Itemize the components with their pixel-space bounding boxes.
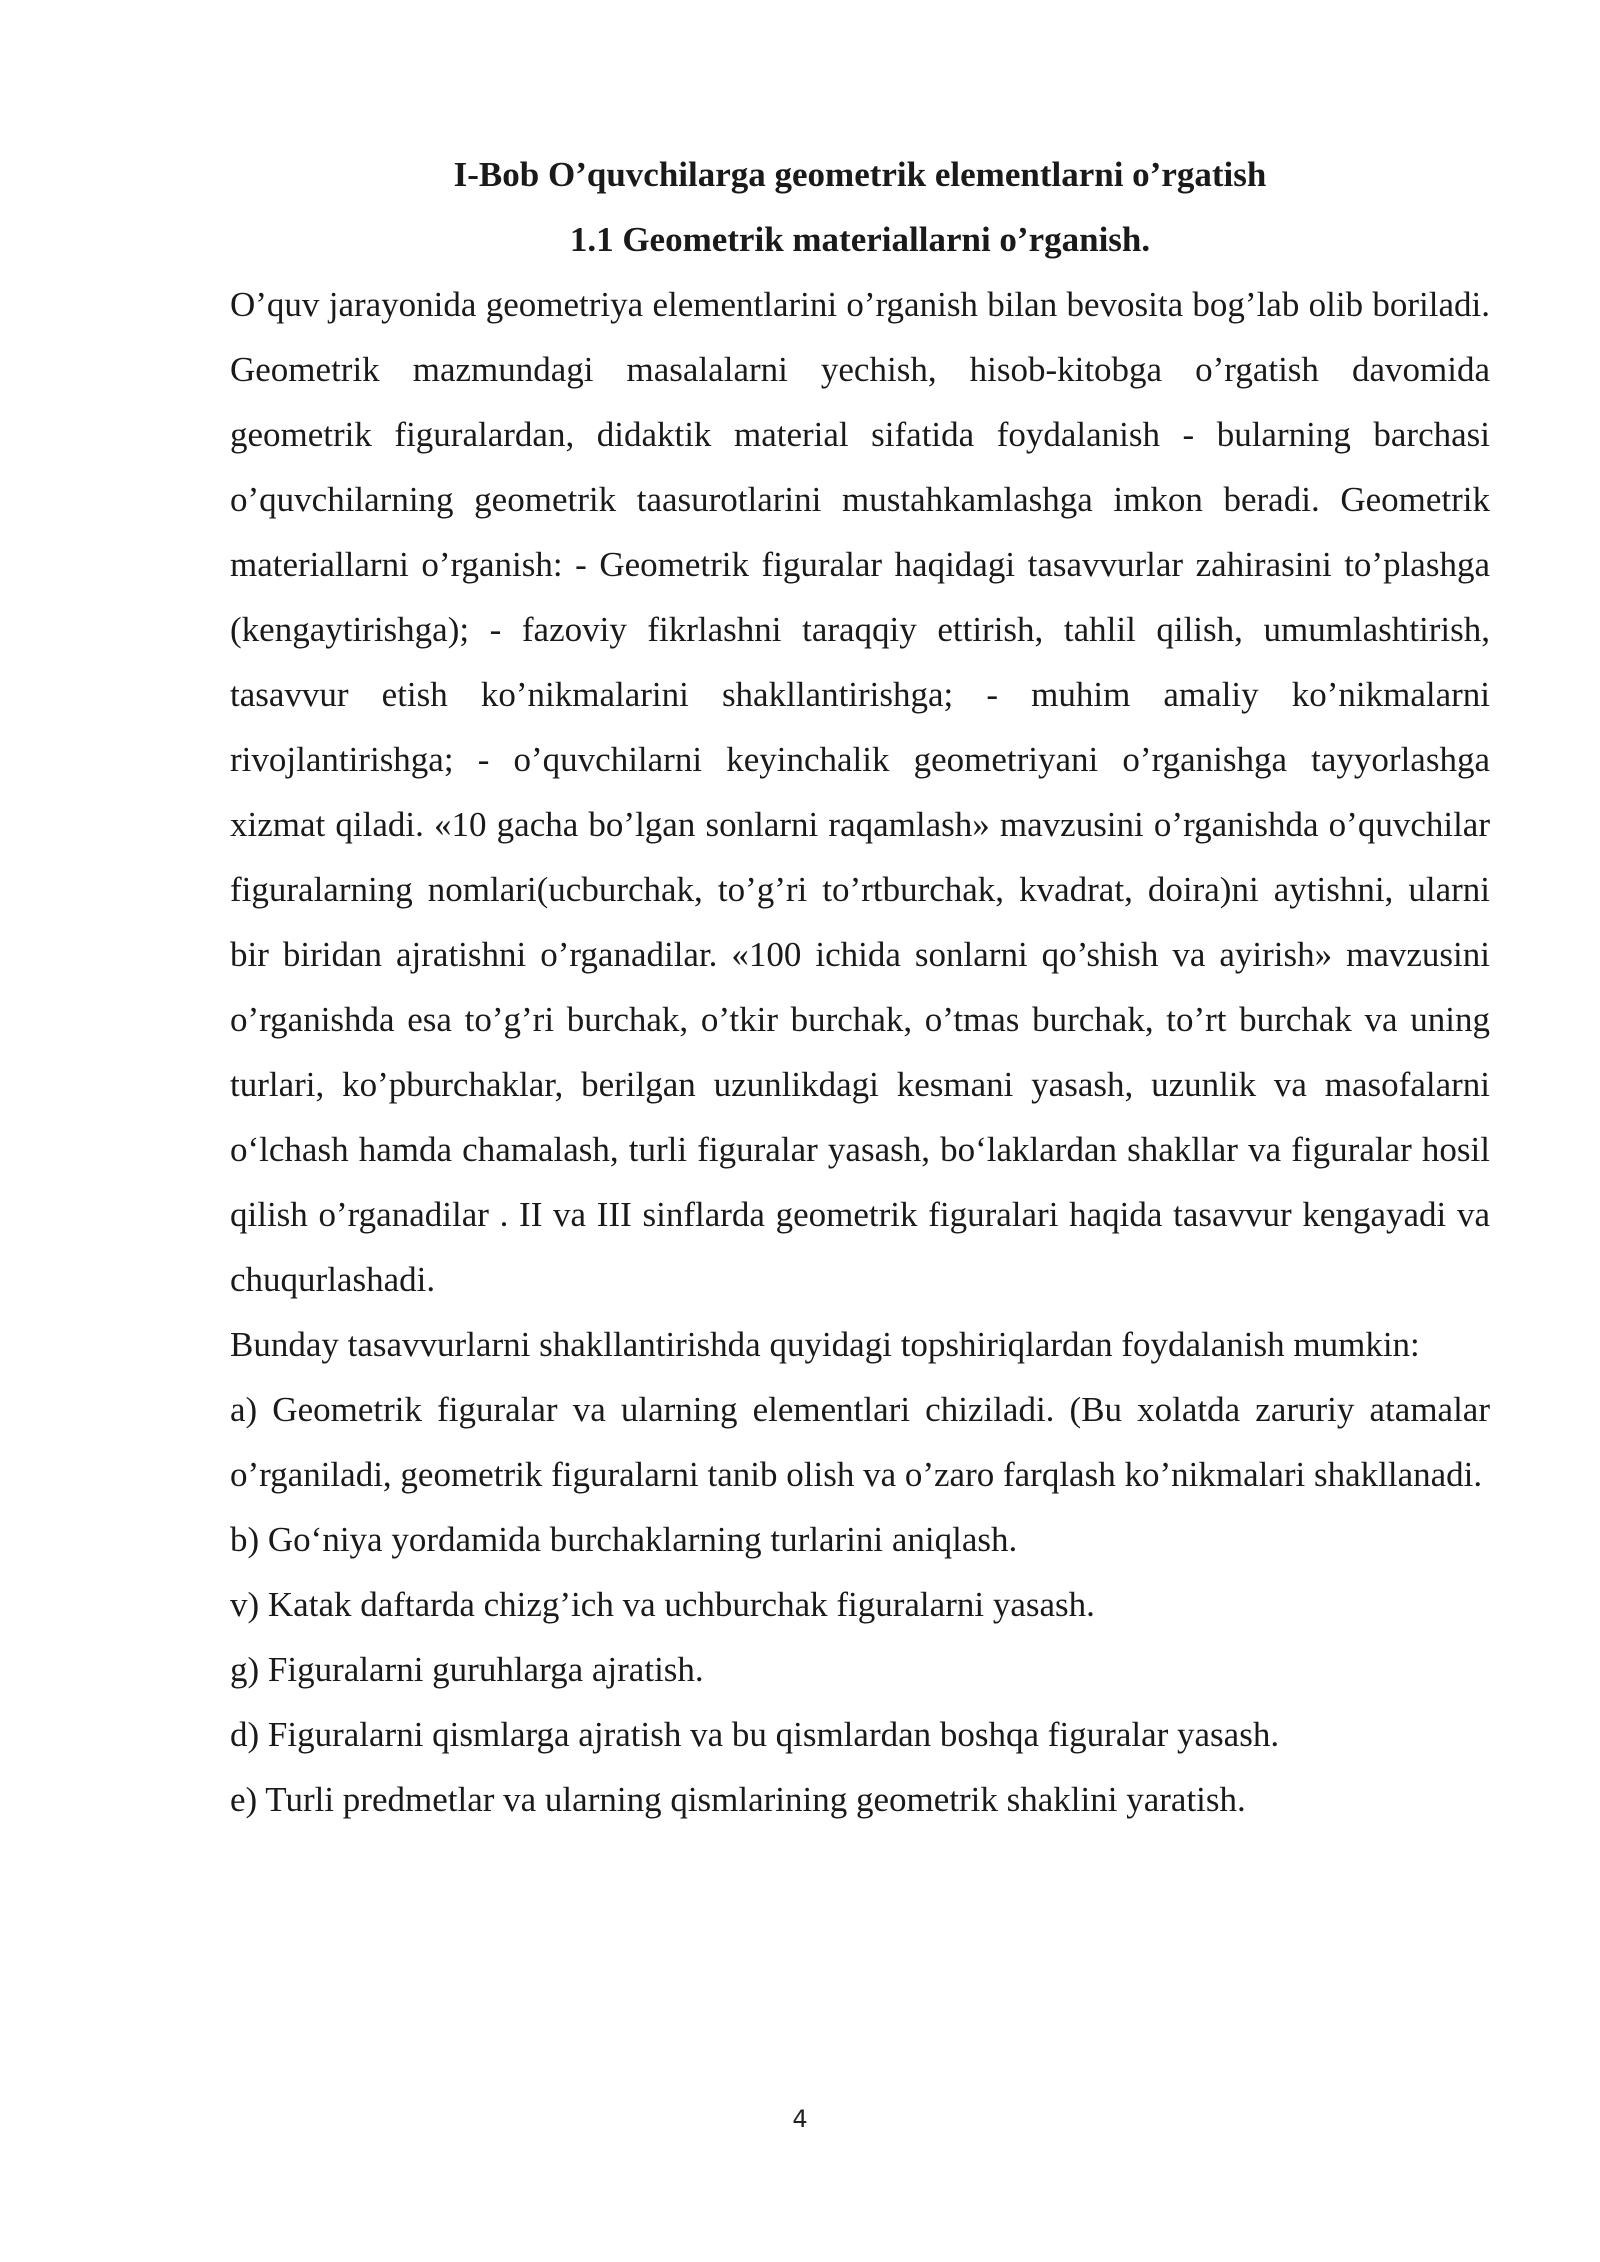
chapter-title: I-Bob O’quvchilarga geometrik elementlarni o’rgatish bbox=[453, 155, 1267, 194]
list-item-v: v) Katak daftarda chizg’ich va uchburchak figuralarni yasash. bbox=[230, 1585, 1095, 1624]
list-item-e: e) Turli predmetlar va ularning qismlarining geometrik shaklini yaratish. bbox=[230, 1780, 1246, 1819]
section-title: 1.1 Geometrik materiallarni o’rganish. bbox=[569, 220, 1151, 259]
body-paragraph-2: Bunday tasavvurlarni shakllantirishda quyidagi topshiriqlardan foydalanish mumkin: bbox=[230, 1325, 1420, 1364]
page-number: 4 bbox=[792, 2105, 808, 2133]
list-item-g: g) Figuralarni guruhlarga ajratish. bbox=[230, 1650, 704, 1689]
list-item-d: d) Figuralarni qismlarga ajratish va bu qismlardan boshqa figuralar yasash. bbox=[230, 1715, 1280, 1754]
body-paragraph-1: O’quv jarayonida geometriya elementlarini o’rganish bilan bevosita bog’lab olib boriladi. Geometrik mazmundagi masalalarni yechish, hisob-kitobga o’rgatish davomida geometrik figuralardan, didaktik material sifatida foydalanish - bularning barchasi o’quvchilarning geometrik taasurotlarini mustahkamlashga imkon beradi. Geometrik materiallarni o’rganish: - Geometrik figuralar haqidagi tasavvurlar zahirasini to’plashga (kengaytirishga); - fazoviy fikrlashni taraqqiy ettirish, tahlil qilish, umumlashtirish, tasavvur etish ko’nikmalarini shakllantirishga; - muhim amaliy ko’nikmalarni rivojlantirishga; - o’quvchilarni keyinchalik geometriyani o’rganishga tayyorlashga xizmat qiladi. «10 gacha bo’lgan sonlarni raqamlash» mavzusini o’rganishda o’quvchilar figuralarning nomlari(ucburchak, to’g’ri to’rtburchak, kvadrat, doira)ni aytishni, ularni bir biridan ajratishni o’rganadilar. «100 ichida sonlarni qo’shish va ayirish» mavzusini o’rganishda esa to’g’ri burchak, o’tkir burchak, o’tmas burchak, to’rt burchak va uning turlari, ko’pburchaklar, berilgan uzunlikdagi kesmani yasash, uzunlik va masofalarni o‘lchash hamda chamalash, turli figuralar yasash, bo‘laklardan shakllar va figuralar hosil qilish o’rganadilar . II va III sinflarda geometrik figuralari haqida tasavvur kengayadi va chuqurlashadi. bbox=[230, 285, 1490, 1299]
page-content bbox=[230, 142, 1490, 1832]
list-item-a: a) Geometrik figuralar va ularning elementlari chiziladi. (Bu xolatda zaruriy atamalar o’rganiladi, geometrik figuralarni tanib olish va o’zaro farqlash ko’nikmalari shakllanadi. bbox=[230, 1390, 1490, 1494]
list-item-b: b) Go‘niya yordamida burchaklarning turlarini aniqlash. bbox=[230, 1520, 1018, 1559]
